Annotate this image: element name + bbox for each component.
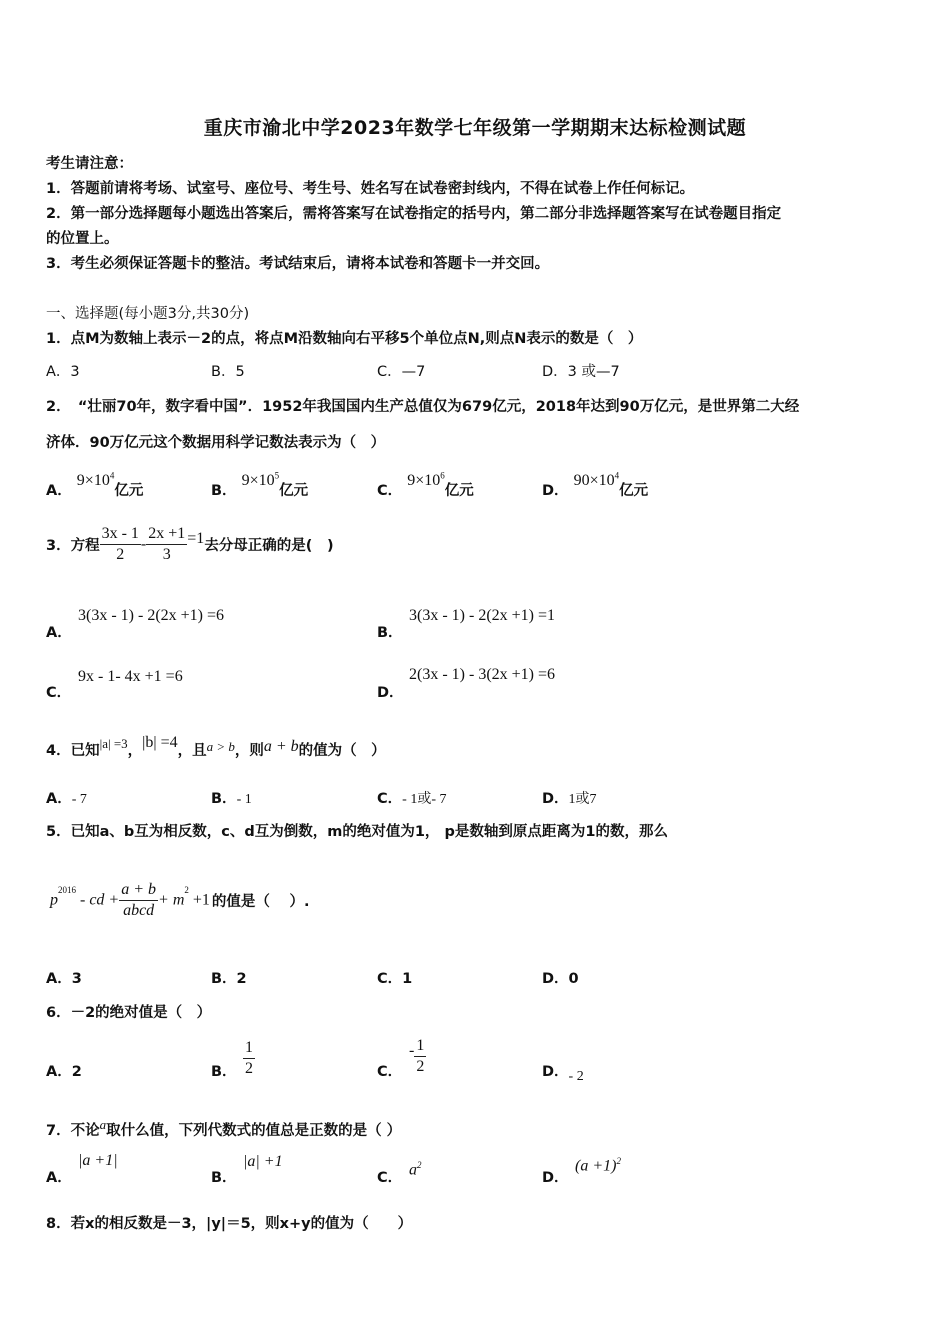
q6-option-b: $\frac{1}{2}$ [245,1039,253,1077]
q3-suffix: 去分母正确的是( ) [204,538,334,554]
q2-option-b [211,470,309,500]
q2-option-b-label: B． [211,483,237,499]
q7-option-d: $(a +1)^2$ [575,1156,621,1175]
q3-option-b: 3(3x - 1) - 2(2x +1) =1 [409,607,556,624]
q4-sep: ， [127,743,143,759]
q4-stem [46,734,386,760]
q5-option-b: B．2 [211,971,247,987]
q2-option-d-label: D． [542,483,569,499]
q5-end: +1 [188,891,210,909]
notice-heading: 考生请注意： [46,156,133,172]
q7-stem: 7．不论a取什么值，下列代数式的值总是正数的是（ ） [46,1117,402,1139]
notice-line-3: 的位置上。 [46,231,119,247]
q4-option-c: C．- 1或- 7 [377,791,447,807]
q5-p: p [50,891,58,909]
q7-option-b: |a| +1 [243,1153,283,1170]
q4-option-b: B．- 1 [211,791,252,807]
q5-option-a: A．3 [46,971,82,987]
q2-option-d-value: $90\times 10^4$ [573,470,620,489]
q3-option-a: 3(3x - 1) - 2(2x +1) =6 [78,607,225,624]
q4-suffix: 的值为（ ） [298,743,386,759]
q2-option-c [377,470,474,500]
q7-option-a-label: A． [46,1170,72,1186]
q5-fraction: $\frac{a + b}{\text{abcd}}$ [121,881,157,919]
q1-option-b: B．5 [211,364,245,380]
q3-option-a-label: A． [46,625,72,641]
q1-stem: 1．点M为数轴上表示－2的点，将点M沿数轴向右平移5个单位点N,则点N表示的数是（ ） [46,331,643,347]
q6-option-d: D．- 2 [542,1064,584,1084]
q4-cond-a: |a| =3 [99,736,128,751]
section-heading: 一、选择题(每小题3分,共30分) [46,306,250,322]
notice-line-2: 2．第一部分选择题每小题选出答案后，需将答案写在试卷指定的括号内，第二部分非选择题答案写在试卷题目指定 [46,206,782,222]
q5-stem: 5．已知a、b互为相反数，c、d互为倒数，m的绝对值为1， p是数轴到原点距离为1的数，那么 [46,824,668,840]
q2-option-d-unit: 亿元 [619,483,649,499]
q2-stem-line1: 2． “壮丽70年，数字看中国”．1952年我国国内生产总值仅为679亿元，2018年达到90万亿元，是世界第二大经 [46,399,800,415]
q3-stem [46,524,334,565]
q2-option-c-label: C． [377,483,403,499]
q5-tail: + m [158,891,185,909]
notice-line-4: 3．考生必须保证答题卡的整洁。考试结束后，请将本试卷和答题卡一并交回。 [46,256,550,272]
q2-option-a-unit: 亿元 [114,483,144,499]
q5-option-d: D．0 [542,971,579,987]
q6-option-c-label: C． [377,1064,403,1080]
page-title: 重庆市渝北中学2023年数学七年级第一学期期末达标检测试题 [203,117,747,139]
q3-option-d: 2(3x - 1) - 3(2x +1) =6 [409,666,556,683]
q3-option-c: 9x - 1- 4x +1 =6 [78,668,183,685]
q8-stem: 8．若x的相反数是－3，|y|＝5，则x+y的值为（ ） [46,1216,413,1232]
q6-option-c: - $\frac{1}{2}$ [409,1037,425,1075]
q4-cond-ab: a > b [206,739,235,754]
q5-m-exp: 2 [184,885,189,895]
q3-prefix: 3．方程 [46,538,100,554]
q7-var: a [99,1117,107,1132]
q7-option-c: $a^2$ [409,1160,422,1179]
q5-expression [50,880,309,921]
q4-prefix: 4．已知 [46,743,100,759]
q7-option-b-label: B． [211,1170,237,1186]
q7-option-d-label: D． [542,1170,569,1186]
q5-mid: - cd + [76,891,120,909]
q4-mid: ，且 [177,743,207,759]
q3-option-c-label: C． [46,685,72,701]
q5-option-c: C．1 [377,971,413,987]
q3-minus: - [140,535,147,553]
q2-option-a-value: $9\times 10^4$ [76,470,115,489]
q1-option-c: C．—7 [377,364,426,380]
q3-option-b-label: B． [377,625,403,641]
q2-option-c-unit: 亿元 [444,483,474,499]
q5-suffix: 的值是（ ）. [211,894,310,910]
q2-stem-line2: 济体．90万亿元这个数据用科学记数法表示为（ ） [46,435,386,451]
q2-option-d [542,470,649,500]
q3-option-d-label: D． [377,685,404,701]
q4-option-d: D．1或7 [542,791,597,807]
q7-option-a: |a +1| [78,1152,118,1169]
q6-option-b-label: B． [211,1064,237,1080]
q3-rhs: =1 [187,529,205,547]
q1-option-d: D．3 或—7 [542,364,620,380]
q2-option-a [46,470,144,500]
q3-fraction-2: $\frac{2x +1}{3}$ [148,525,186,563]
q5-p-exp: 2016 [58,885,76,895]
q3-fraction-1: $\frac{3x - 1}{2}$ [101,525,139,563]
q1-option-a: A．3 [46,364,80,380]
q2-option-c-value: $9\times 10^6$ [407,470,445,489]
q4-mid2: ，则 [234,743,264,759]
q2-option-a-label: A． [46,483,72,499]
q4-option-a: A．- 7 [46,791,87,807]
q7-option-c-label: C． [377,1170,403,1186]
q2-option-b-unit: 亿元 [279,483,309,499]
q2-option-b-value: $9\times 10^5$ [241,470,280,489]
q4-cond-b: |b| =4 [142,734,178,751]
q4-expr: a + b [263,738,299,755]
q6-option-a: A．2 [46,1064,82,1080]
notice-line-1: 1．答题前请将考场、试室号、座位号、考生号、姓名写在试卷密封线内，不得在试卷上作任何标记。 [46,181,695,197]
q6-stem: 6．－2的绝对值是（ ） [46,1005,212,1021]
